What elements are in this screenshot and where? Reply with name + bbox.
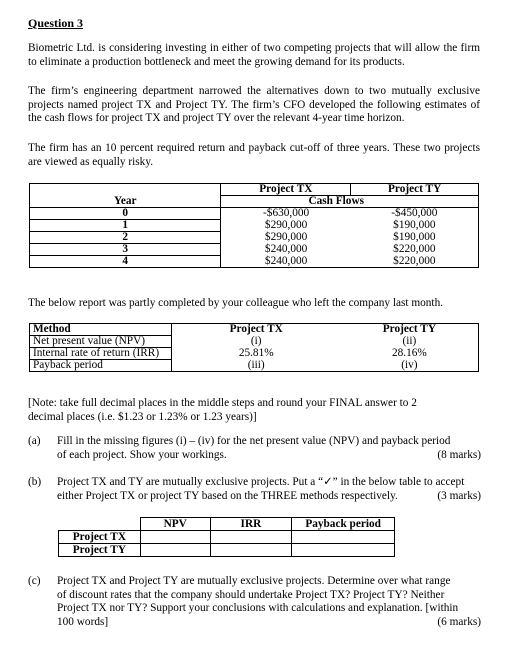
note-line: [Note: take full decimal places in the middle steps and round your FINAL answer to 2 bbox=[28, 397, 417, 409]
tx-cell: -$630,000 bbox=[263, 207, 310, 220]
ty-cell: (ii) bbox=[402, 335, 417, 347]
tx-cell: (iii) bbox=[247, 358, 265, 371]
question-line: Project TX and TY are mutually exclusive projects. Put a “✓” in the below table to accept bbox=[57, 476, 465, 488]
ty-cell: 28.16% bbox=[391, 347, 427, 359]
table-row bbox=[30, 208, 479, 220]
report-intro: The below report was partly completed by your colleague who left the company last month. bbox=[28, 297, 444, 309]
selection-table bbox=[58, 517, 395, 557]
question-line: Fill in the missing figures (i) – (iv) for the net present value (NPV) and payback period bbox=[57, 435, 451, 447]
row-label-ty: Project TY bbox=[59, 544, 141, 557]
table-row bbox=[30, 220, 479, 232]
table-row bbox=[59, 544, 395, 557]
year-cell: 2 bbox=[30, 232, 221, 244]
tx-cell: 25.81% bbox=[238, 347, 274, 359]
tx-cell: $240,000 bbox=[264, 254, 308, 267]
table-row bbox=[30, 244, 479, 256]
npv-tx-cell[interactable] bbox=[140, 531, 210, 544]
report-table bbox=[29, 323, 479, 372]
question-c bbox=[28, 575, 480, 633]
npv-ty-cell[interactable] bbox=[140, 544, 210, 557]
question-label: (b) bbox=[28, 476, 42, 488]
method-cell: Payback period bbox=[30, 360, 172, 372]
question-line: Project TX and Project TY are mutually exclusive projects. Determine over what range bbox=[57, 575, 451, 587]
tx-cell: $240,000 bbox=[264, 243, 308, 255]
ty-cell: $220,000 bbox=[393, 254, 436, 267]
ty-cell: $190,000 bbox=[393, 231, 436, 243]
question-line: of each project. Show your workings. bbox=[57, 448, 227, 461]
year-cell: 0 bbox=[30, 208, 221, 220]
marks-label: (6 marks) bbox=[437, 615, 481, 628]
year-cell: 4 bbox=[30, 256, 221, 268]
selection-header-irr: IRR bbox=[210, 518, 292, 531]
tx-cell: $290,000 bbox=[264, 231, 308, 243]
selection-header-payback: Payback period bbox=[292, 518, 395, 531]
question-line: Project TX nor TY? Support your conclusions with calculations and explanation. [within bbox=[57, 602, 459, 615]
question-line: of discount rates that the company should undertake Project TX? Project TY? Neither bbox=[57, 588, 445, 601]
tx-cell: $290,000 bbox=[264, 219, 308, 231]
ty-cell: $190,000 bbox=[393, 219, 436, 231]
payback-ty-cell[interactable] bbox=[292, 544, 395, 557]
intro-paragraph-3: The firm has an 10 percent required return and payback cut-off of three years. These two projects are viewed as equally risky. bbox=[28, 142, 480, 168]
table-row bbox=[30, 348, 479, 360]
cashflow-header-tx: Project TX bbox=[221, 184, 351, 196]
table-row bbox=[30, 232, 479, 244]
cashflow-header-cashflows: Cash Flows bbox=[221, 196, 479, 208]
question-b bbox=[28, 476, 480, 506]
marks-label: (8 marks) bbox=[437, 448, 481, 461]
method-cell: Internal rate of return (IRR) bbox=[30, 348, 172, 360]
year-cell: 3 bbox=[30, 244, 221, 256]
report-header-ty: Project TY bbox=[382, 323, 436, 336]
question-label: (c) bbox=[28, 575, 41, 587]
note-line: decimal places (i.e. $1.23 or 1.23% or 1.23 years)] bbox=[28, 410, 257, 423]
rounding-note bbox=[28, 397, 480, 424]
ty-cell: $220,000 bbox=[393, 243, 436, 255]
table-row bbox=[59, 531, 395, 544]
table-row bbox=[30, 256, 479, 268]
table-row bbox=[30, 336, 479, 348]
table-row bbox=[30, 360, 479, 372]
year-cell: 1 bbox=[30, 220, 221, 232]
cashflow-header-ty: Project TY bbox=[351, 184, 479, 196]
selection-header-npv: NPV bbox=[140, 518, 210, 531]
question-label: (a) bbox=[28, 435, 41, 447]
question-a bbox=[28, 435, 480, 465]
row-label-tx: Project TX bbox=[59, 531, 141, 544]
payback-tx-cell[interactable] bbox=[292, 531, 395, 544]
irr-tx-cell[interactable] bbox=[210, 531, 292, 544]
marks-label: (3 marks) bbox=[437, 489, 481, 502]
question-line: either Project TX or project TY based on the THREE methods respectively. bbox=[57, 489, 398, 502]
method-cell: Net present value (NPV) bbox=[30, 336, 172, 348]
report-header-method: Method bbox=[30, 324, 172, 336]
report-header-tx: Project TX bbox=[229, 323, 283, 336]
tx-cell: (i) bbox=[250, 335, 262, 347]
intro-paragraph-2: The firm’s engineering department narrowed the alternatives down to two mutually exclusive projects named project TX and Project TY. The firm’s CFO developed the following estimates of the cash flows for project TX and project TY over the relevant 4-year time horizon. bbox=[28, 85, 480, 125]
question-title: Question 3 bbox=[28, 16, 84, 30]
ty-cell: -$450,000 bbox=[391, 207, 438, 220]
question-line: 100 words] bbox=[57, 615, 109, 628]
cashflow-header-year: Year bbox=[30, 196, 221, 208]
irr-ty-cell[interactable] bbox=[210, 544, 292, 557]
ty-cell: (iv) bbox=[401, 358, 418, 371]
cashflow-table bbox=[29, 183, 479, 268]
intro-paragraph-1: Biometric Ltd. is considering investing in either of two competing projects that will allow the firm to eliminate a production bottleneck and meet the growing demand for its products. bbox=[28, 42, 480, 68]
